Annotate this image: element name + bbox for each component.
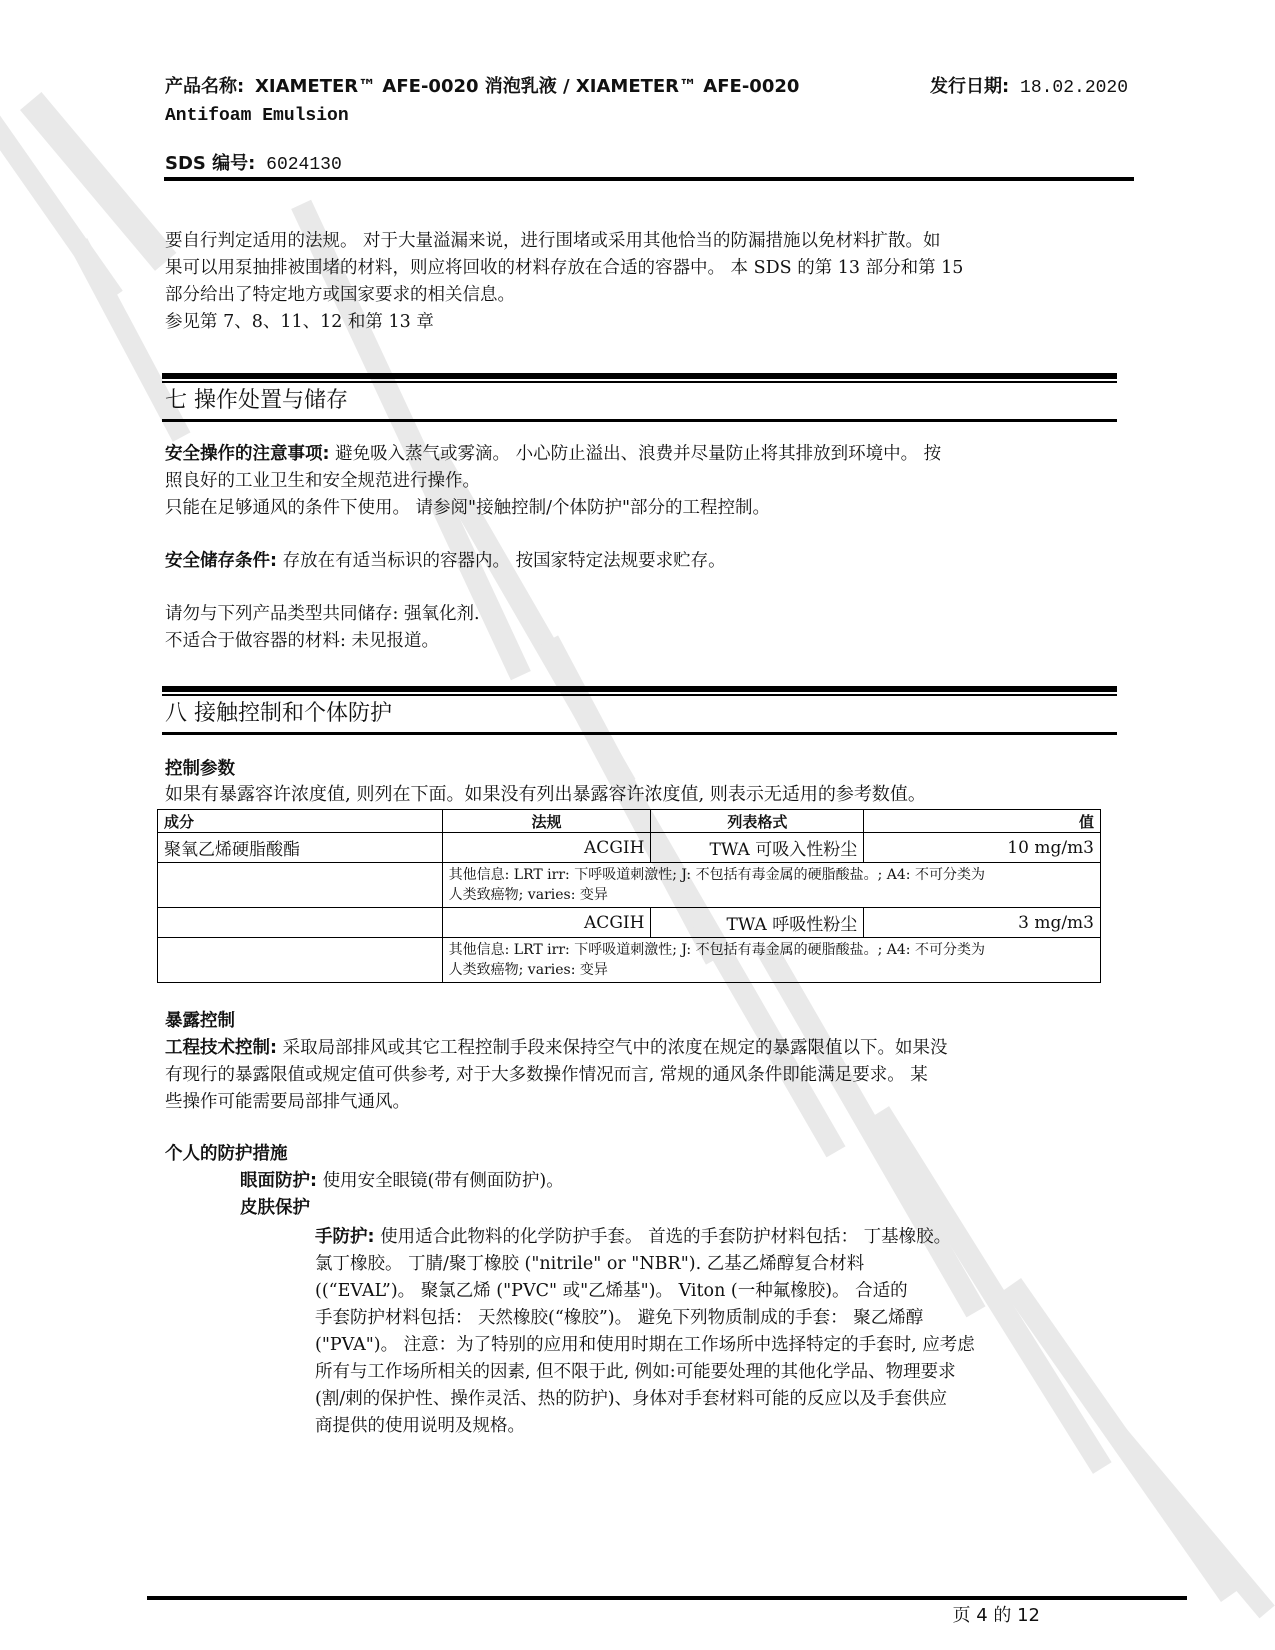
engineering-text: 采取局部排风或其它工程控制手段来保持空气中的浓度在规定的暴露限值以下。如果没 [277,1038,948,1058]
section-8-bottom-rule [162,732,1117,735]
hand-protection-label: 手防护: [315,1227,375,1247]
storage-label: 安全储存条件: [165,551,277,571]
hand-protection-text: 使用适合此物料的化学防护手套。 首选的手套防护材料包括： 丁基橡胶。 [374,1227,952,1247]
section-7-incompatibles [165,601,1105,655]
handling-text: 避免吸入蒸气或雾滴。 小心防止溢出、浪费并尽量防止将其排放到环境中。 按 [329,444,942,464]
table-header-row [158,810,1101,833]
product-name: XIAMETER™ AFE-0020 消泡乳液 / XIAMETER™ AFE-0020 [255,76,800,97]
intro-line: 参见第 7、8、11、12 和第 13 章 [165,312,434,332]
handling-ventilation: 只能在足够通风的条件下使用。 请参阅"接触控制/个体防护"部分的工程控制。 [165,498,771,518]
cell-value: 10 mg/m3 [864,833,1101,863]
section-7-title: 七 操作处置与储存 [165,388,348,413]
issue-date [930,73,1128,102]
container-materials: 不适合于做容器的材料: 未见报道。 [165,631,439,651]
eye-protection-label: 眼面防护: [240,1171,317,1191]
storage-text: 存放在有适当标识的容器内。 按国家特定法规要求贮存。 [277,551,726,571]
eye-protection-text: 使用安全眼镜(带有侧面防护)。 [317,1171,564,1191]
note-line: 人类致癌物; varies: 变异 [448,962,608,978]
cell-empty [158,863,443,908]
product-name-continued: Antifoam Emulsion [165,106,349,126]
column-header-component: 成分 [158,810,443,833]
hand-protection [315,1224,1115,1440]
section-7-top-thin-rule [162,381,1117,383]
column-header-regulation: 法规 [442,810,651,833]
engineering-text: 些操作可能需要局部排气通风。 [165,1092,410,1112]
sds-number [165,150,342,179]
intro-line: 部分给出了特定地方或国家要求的相关信息。 [165,285,515,305]
cell-empty [158,938,443,983]
engineering-label: 工程技术控制: [165,1038,277,1058]
page-number: 页 4 的 12 [952,1605,1040,1626]
section-7-handling [165,441,1105,522]
table-row-note [158,938,1101,983]
header-rule [164,177,1134,181]
cell-component [158,908,443,938]
hand-protection-text: (割/刺的保护性、操作灵活、热的防护)、身体对手套材料可能的反应以及手套供应 [315,1389,948,1409]
section-8-title: 八 接触控制和个体防护 [165,701,392,726]
control-params-heading: 控制参数 [165,759,235,779]
exposure-controls-heading: 暴露控制 [165,1011,235,1031]
control-params-text: 如果有暴露容许浓度值, 则列在下面。如果没有列出暴露容许浓度值, 则表示无适用的参考数值。 [165,784,926,805]
column-header-format: 列表格式 [651,810,864,833]
handling-text-cont: 照良好的工业卫生和安全规范进行操作。 [165,471,480,491]
engineering-text: 有现行的暴露限值或规定值可供参考, 对于大多数操作情况而言, 常规的通风条件即能满足要求。 某 [165,1065,928,1085]
skin-protection-heading: 皮肤保护 [240,1198,310,1218]
hand-protection-text: 手套防护材料包括： 天然橡胶(“橡胶”)。 避免下列物质制成的手套： 聚乙烯醇 [315,1308,924,1328]
cell-component: 聚氧乙烯硬脂酸酯 [158,833,443,863]
sds-number-value: 6024130 [266,155,342,175]
sds-number-label: SDS 编号: [165,153,256,174]
intro-line: 要自行判定适用的法规。 对于大量溢漏来说，进行围堵或采用其他恰当的防漏措施以免材料扩散。如 [165,231,941,251]
cell-format: TWA 可吸入性粉尘 [651,833,864,863]
note-line: 人类致癌物; varies: 变异 [448,887,608,903]
ppe-heading: 个人的防护措施 [165,1144,288,1164]
hand-protection-text: ((“EVAL”)。 聚氯乙烯 ("PVC" 或"乙烯基")。 Viton (一种氟橡胶)。 合适的 [315,1281,908,1301]
section-7-storage [165,548,1105,575]
table-row [158,833,1101,863]
section-8-top-thick-rule [162,686,1117,692]
product-name-label: 产品名称: [165,76,245,97]
hand-protection-text: 氯丁橡胶。 丁腈/聚丁橡胶 ("nitrile" or "NBR"). 乙基乙烯醇复合材料 [315,1254,865,1274]
engineering-controls [165,1035,1115,1116]
column-header-value: 值 [864,810,1101,833]
cell-note [442,863,1100,908]
note-line: 其他信息: LRT irr: 下呼吸道刺激性; J: 不包括有毒金属的硬脂酸盐。; A4: 不可分类为 [448,867,985,883]
eye-protection [240,1168,564,1195]
hand-protection-text: 所有与工作场所相关的因素, 但不限于此, 例如:可能要处理的其他化学品、物理要求 [315,1362,956,1382]
cell-value: 3 mg/m3 [864,908,1101,938]
hand-protection-text: 商提供的使用说明及规格。 [315,1416,525,1436]
section-7-top-thick-rule [162,373,1117,379]
table-row-note [158,863,1101,908]
issue-date-label: 发行日期: [930,76,1010,97]
cell-regulation: ACGIH [442,833,651,863]
cell-format: TWA 呼吸性粉尘 [651,908,864,938]
hand-protection-text: ("PVA")。 注意：为了特别的应用和使用时期在工作场所中选择特定的手套时, 应考虑 [315,1335,975,1355]
handling-label: 安全操作的注意事项: [165,444,330,464]
issue-date-value: 18.02.2020 [1020,78,1129,98]
section-7-bottom-rule [162,419,1117,422]
cell-note [442,938,1100,983]
footer-rule [147,1596,1187,1600]
table-row [158,908,1101,938]
section-8-top-thin-rule [162,694,1117,696]
note-line: 其他信息: LRT irr: 下呼吸道刺激性; J: 不包括有毒金属的硬脂酸盐。; A4: 不可分类为 [448,942,985,958]
exposure-limits-table [157,809,1101,983]
incompatible-materials: 请勿与下列产品类型共同储存: 强氧化剂. [165,604,480,624]
intro-line: 果可以用泵抽排被围堵的材料，则应将回收的材料存放在合适的容器中。 本 SDS 的第 13 部分和第 15 [165,258,964,278]
cell-regulation: ACGIH [442,908,651,938]
intro-paragraph [165,228,1105,336]
